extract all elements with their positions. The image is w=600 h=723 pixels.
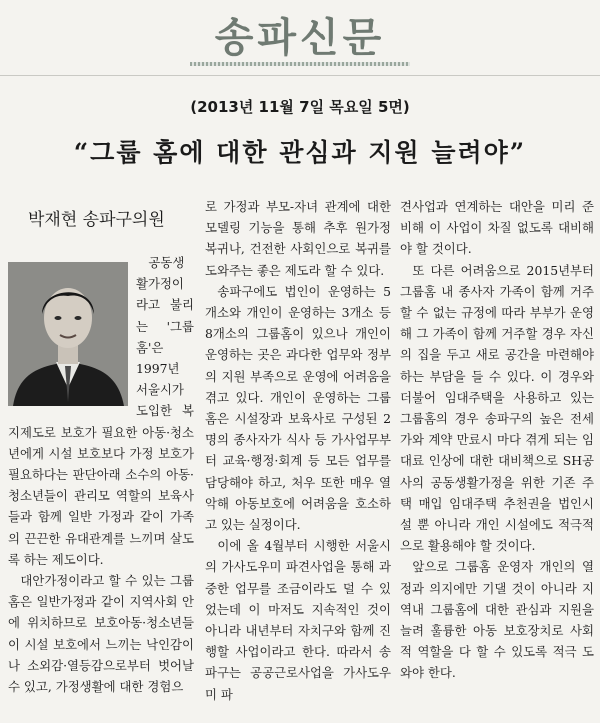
- paragraph: 로 가정과 부모-자녀 관계에 대한 모델링 기능을 통해 추후 원가정 복귀나, 건전한 사회인으로 복귀를 도와주는 좋은 제도라 할 수 있다.: [205, 199, 391, 278]
- paragraph: 공동생활가정이라고 불리는 '그룹홈'은 1997년 서울시가 도입한 복지제도로 보호가 필요한 아동·청소년에게 시설 보호보다 가정 보호가 필요하다는 판단아래 소수의 아동·청소년들이 관리모 역할의 보육사들과 함께 일반 가정과 같이 가족의 끈끈한 유대관계를 느끼며 살도록 하는 제도이다.: [8, 255, 194, 567]
- paragraph: 또 다른 어려움으로 2015년부터 그룹홈 내 종사자 가족이 함께 거주할 수 없는 규정에 따라 부부가 운영해 그 가족이 함께 거주할 경우 자신의 집을 두고 새로 공간을 마련해야 하는 부담을 들 수 있다. 이 경우와 더불어 임대주택을 사용하고 있는 그룹홈의 경우 송파구의 높은 전세가와 계약 만료시 마다 겪게 되는 임대료 인상에 대한 대비책으로 SH공사의 공동생활가정을 위한 기존 주택 매입 임대주택 추천권을 법인시설 뿐 아니라 개인 시설에도 적극적으로 활용해야 할 것이다.: [400, 262, 594, 554]
- photo-wrap-gap: [8, 252, 136, 418]
- paragraph: 대안가정이라고 할 수 있는 그룹홈은 일반가정과 같이 지역사회 안에 위치하므로 보호아동·청소년들이 시설 보호에서 느끼는 낙인감이나 소외감·열등감으로부터 벗어날 수 있고, 가정생활에 대한 경험으: [8, 573, 194, 695]
- masthead: [0, 0, 600, 78]
- paragraph: 견사업과 연계하는 대안을 미리 준비해 이 사업이 차질 없도록 대비해야 할 것이다.: [400, 199, 594, 257]
- paragraph: 앞으로 그룹홈 운영자 개인의 열정과 의지에만 기댈 것이 아니라 지역내 그룹홈에 대한 관심과 지원을 늘려 훌륭한 아동 보호장치로 사회적 역할을 다 할 수 있도록 적극 도와야 한다.: [400, 559, 594, 681]
- paragraph: 이에 올 4월부터 시행한 서울시의 가사도우미 파견사업을 통해 과중한 업무를 조금이라도 덜 수 있었는데 이 마저도 지속적인 것이 아니라 내년부터 자치구와 함께 진행할 사업이라고 한다. 따라서 송파구는 공공근로사업을 가사도우미 파: [205, 538, 391, 702]
- paragraph: 송파구에도 법인이 운영하는 5개소와 개인이 운영하는 3개소 등 8개소의 그룹홈이 있으나 개인이 운영하는 곳은 과다한 업무와 정부의 지원 부족으로 운영에 어려움을 겪고 있다. 개인이 운영하는 그룹홈은 시설장과 보육사로 구성된 2명의 종사자가 식사 등 가사업무부터 교육·행정·회계 등 모든 업무를 담당해야 하고, 처우 또한 매우 열악해 아동보호에 어려움을 호소하고 있는 실정이다.: [205, 283, 391, 533]
- article-column-1: [8, 252, 194, 697]
- article-column-2: [205, 196, 391, 705]
- masthead-divider: [0, 75, 600, 76]
- masthead-rule: [190, 62, 410, 66]
- newspaper-name: 송파신문: [214, 15, 386, 61]
- byline: 박재현 송파구의원: [28, 210, 165, 230]
- article-column-3: [400, 196, 594, 684]
- headline: “그룹 홈에 대한 관심과 지원 늘려야”: [73, 138, 527, 167]
- date-line: (2013년 11월 7일 목요일 5면): [190, 98, 410, 116]
